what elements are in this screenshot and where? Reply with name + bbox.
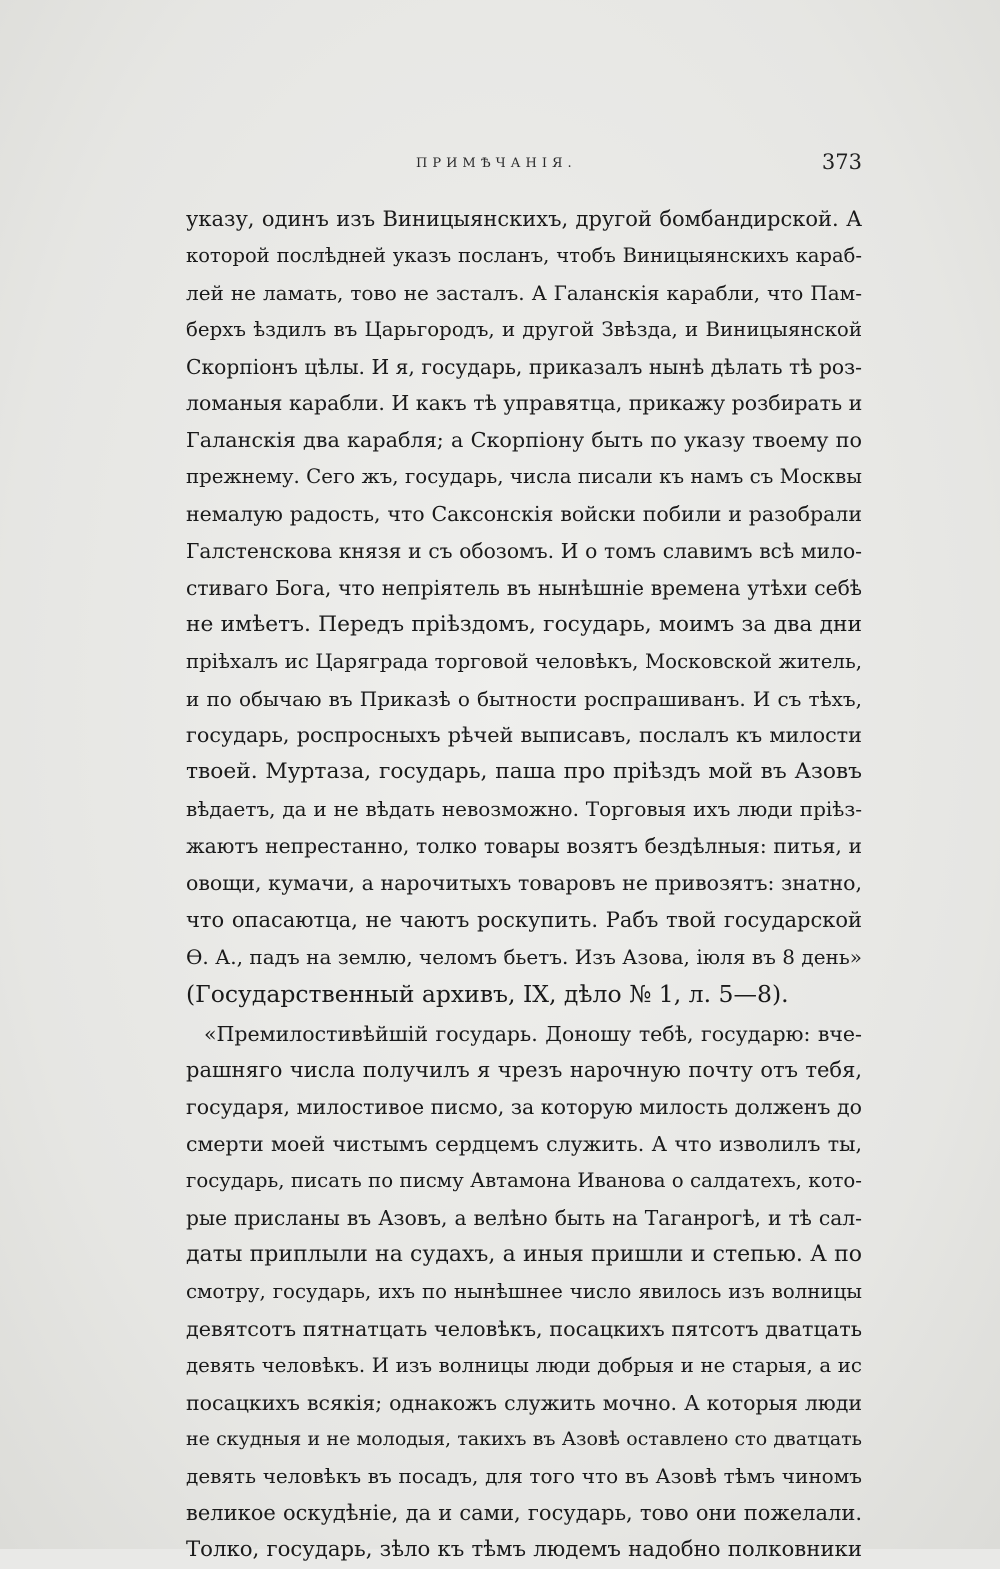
text-line: ломаныя карабли. И какъ тѣ управятца, прикажу розбирать и	[186, 391, 862, 416]
text-line: Галанскія два карабля; а Скорпіону быть по указу твоему по	[186, 428, 862, 453]
page-header	[186, 150, 862, 184]
text-line: рашняго числа получилъ я чрезъ нарочную почту отъ тебя,	[186, 1058, 862, 1083]
text-line: что опасаютца, не чаютъ роскупить. Рабъ твой государской	[186, 907, 862, 932]
text-line: рые присланы въ Азовъ, а велѣно быть на Таганрогѣ, и тѣ сал-	[186, 1206, 862, 1231]
text-line: Толко, государь, зѣло къ тѣмъ людемъ надобно полковники	[186, 1537, 862, 1563]
text-line: государь, писать по писму Автамона Иванова о салдатехъ, кото-	[186, 1169, 862, 1193]
text-line: стиваго Бога, что непріятель въ нынѣшніе времена утѣхи себѣ	[186, 575, 862, 600]
text-line: государь, роспросныхъ рѣчей выписавъ, послалъ къ милости	[186, 723, 862, 748]
text-line: лей не ламать, тово не засталъ. А Галанскія карабли, что Пам-	[186, 280, 862, 305]
text-line: прежнему. Сего жъ, государь, числа писали къ намъ съ Москвы	[186, 465, 862, 489]
text-line: девятсотъ пятнатцать человѣкъ, посацкихъ пятсотъ дватцать	[186, 1316, 862, 1341]
body-text	[186, 201, 862, 1569]
text-line: Галстенскова князя и съ обозомъ. И о томъ славимъ всѣ мило-	[186, 539, 862, 564]
text-line: и по обычаю въ Приказѣ о бытности роспрашиванъ. И съ тѣхъ,	[186, 686, 862, 711]
text-line: девять человѣкъ. И изъ волницы люди добрыя и не старыя, а ис	[186, 1353, 862, 1377]
text-line: смерти моей чистымъ сердцемъ служить. А что изволилъ ты,	[186, 1132, 862, 1157]
text-line: не скудныя и не молодыя, такихъ въ Азовѣ оставлено сто дватцать	[186, 1428, 862, 1451]
text-line: жаютъ непрестанно, толко товары возятъ бездѣлныя: питья, и	[186, 834, 862, 859]
text-line: девять человѣкъ въ посадъ, для того что въ Азовѣ тѣмъ чиномъ	[186, 1464, 862, 1489]
text-line-paragraph-end: (Государственный архивъ, IX, дѣло № 1, л. 5—8).	[186, 979, 789, 1008]
text-line: берхъ ѣздилъ въ Царьгородъ, и другой Звѣзда, и Виницыянской	[186, 317, 862, 341]
text-line: немалую радость, что Саксонскія войски побили и разобрали	[186, 502, 862, 527]
text-line: Ѳ. А., падъ на землю, челомъ бьетъ. Изъ Азова, іюля въ 8 день»	[186, 944, 862, 969]
page-number: 373	[821, 150, 862, 174]
text-line: смотру, государь, ихъ по нынѣшнее число явилось изъ волницы	[186, 1279, 862, 1303]
text-line-paragraph-start: «Премилостивѣйшій государь. Доношу тебѣ, государю: вче-	[204, 1021, 862, 1046]
text-line: не имѣетъ. Передъ пріѣздомъ, государь, моимъ за два дни	[186, 611, 862, 637]
text-line: посацкихъ всякія; однакожъ служить мочно. А которыя люди	[186, 1390, 862, 1415]
text-line: твоей. Муртаза, государь, паша про пріѣздъ мой въ Азовъ	[186, 759, 862, 785]
text-line: овощи, кумачи, а нарочитыхъ товаровъ не привозятъ: знатно,	[186, 871, 862, 896]
text-line: пріѣхалъ ис Царяграда торговой человѣкъ, Московской житель,	[186, 649, 862, 673]
text-line: указу, одинъ изъ Виницыянскихъ, другой бомбандирской. А	[186, 207, 862, 231]
text-line: великое оскудѣніе, да и сами, государь, тово они пожелали.	[186, 1501, 862, 1526]
running-head: ПРИМѢЧАНІЯ.	[416, 156, 577, 171]
text-line: даты приплыли на судахъ, а иныя пришли и степью. А по	[186, 1241, 862, 1267]
text-line: государя, милостивое писмо, за которую милость долженъ до	[186, 1095, 862, 1120]
text-line: вѣдаетъ, да и не вѣдать невозможно. Торговыя ихъ люди пріѣз-	[186, 797, 862, 822]
text-line: которой послѣдней указъ посланъ, чтобъ Виницыянскихъ караб-	[186, 243, 862, 267]
text-line: Скорпіонъ цѣлы. И я, государь, приказалъ нынѣ дѣлать тѣ роз-	[186, 354, 862, 379]
